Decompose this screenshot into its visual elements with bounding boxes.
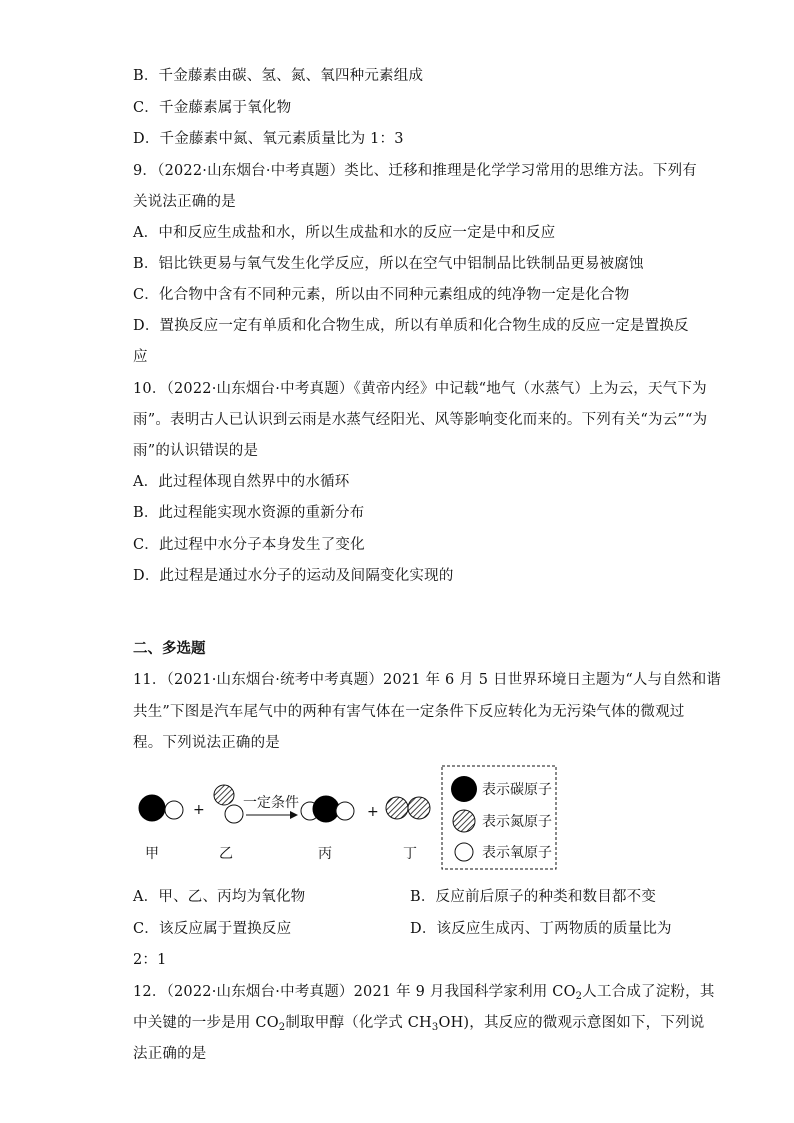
molecule-bing bbox=[301, 796, 354, 822]
q10-stem-line3: 雨”的认识错误的是 bbox=[133, 443, 259, 459]
nitrogen-atom bbox=[386, 797, 408, 819]
q11-option-b: B．反应前后原子的种类和数目都不变 bbox=[410, 889, 657, 905]
q12-stem-line1: 12．（2022·山东烟台·中考真题）2021 年 9 月我国科学家利用 $CO_2$人工合成了淀粉，其 bbox=[133, 984, 715, 1002]
q8-option-c: C．千金藤素属于氧化物 bbox=[133, 100, 292, 116]
q9-option-a: A．中和反应生成盐和水，所以生成盐和水的反应一定是中和反应 bbox=[133, 225, 556, 241]
label-ding: 丁 bbox=[403, 846, 417, 862]
molecule-jia bbox=[139, 795, 183, 821]
q8-option-d: D．千金藤素中氮、氧元素质量比为 1：3 bbox=[133, 131, 404, 147]
q11-stem-line1: 11．（2021·山东烟台·统考中考真题）2021 年 6 月 5 日世界环境日主题为“人与自然和谐 bbox=[133, 672, 722, 688]
q9-option-d-line2: 应 bbox=[133, 349, 148, 365]
q11-option-c: C．该反应属于置换反应 bbox=[133, 921, 292, 937]
molecule-yi bbox=[214, 785, 243, 823]
plus-sign: + bbox=[367, 804, 379, 820]
legend-oxygen-icon bbox=[455, 843, 473, 861]
q11-option-a: A．甲、乙、丙均为氧化物 bbox=[133, 889, 306, 905]
legend-carbon-icon bbox=[451, 776, 477, 802]
q10-option-a: A．此过程体现自然界中的水循环 bbox=[133, 474, 350, 490]
oxygen-atom bbox=[225, 805, 243, 823]
legend-nitrogen: 表示氮原子 bbox=[482, 814, 552, 830]
legend bbox=[442, 766, 556, 869]
q9-option-c: C．化合物中含有不同种元素，所以由不同种元素组成的纯净物一定是化合物 bbox=[133, 287, 630, 303]
q10-option-c: C．此过程中水分子本身发生了变化 bbox=[133, 537, 365, 553]
q11-stem-line3: 程。下列说法正确的是 bbox=[133, 735, 280, 751]
q11-stem-line2: 共生”下图是汽车尾气中的两种有害气体在一定条件下反应转化为无污染气体的微观过 bbox=[133, 704, 685, 720]
q8-option-b: B．千金藤素由碳、氢、氮、氧四种元素组成 bbox=[133, 68, 424, 84]
oxygen-atom bbox=[336, 802, 354, 820]
q11-option-d-cont: 2：1 bbox=[133, 952, 167, 968]
nitrogen-atom bbox=[408, 797, 430, 819]
q10-option-b: B．此过程能实现水资源的重新分布 bbox=[133, 505, 365, 521]
label-jia: 甲 bbox=[145, 846, 159, 862]
reaction-diagram bbox=[133, 763, 573, 873]
q9-stem-line2: 关说法正确的是 bbox=[133, 194, 236, 210]
q11-option-d: D．该反应生成丙、丁两物质的质量比为 bbox=[410, 921, 672, 937]
legend-nitrogen-icon bbox=[453, 810, 475, 832]
label-yi: 乙 bbox=[219, 846, 233, 862]
q12-stem-line3: 法正确的是 bbox=[133, 1046, 207, 1062]
section-title: 二、多选题 bbox=[133, 641, 206, 657]
legend-oxygen: 表示氧原子 bbox=[482, 845, 552, 861]
carbon-atom bbox=[313, 796, 339, 822]
condition-label: 一定条件 bbox=[243, 795, 299, 811]
q10-option-d: D．此过程是通过水分子的运动及间隔变化实现的 bbox=[133, 568, 454, 584]
q9-stem-line1: 9．（2022·山东烟台·中考真题）类比、迁移和推理是化学学习常用的思维方法。下列有 bbox=[133, 163, 697, 179]
carbon-atom bbox=[139, 795, 165, 821]
molecule-ding bbox=[386, 797, 430, 819]
label-bing: 丙 bbox=[318, 846, 332, 862]
legend-carbon: 表示碳原子 bbox=[482, 782, 552, 798]
q10-stem-line2: 雨”。表明古人已认识到云雨是水蒸气经阳光、风等影响变化而来的。下列有关“为云”“为 bbox=[133, 412, 708, 428]
q12-stem-line2: 中关键的一步是用 $CO_2$制取甲醇（化学式 $CH_3OH$)，其反应的微观示意图如下，下列说 bbox=[133, 1015, 705, 1033]
q9-option-b: B．铝比铁更易与氧气发生化学反应，所以在空气中铝制品比铁制品更易被腐蚀 bbox=[133, 256, 644, 272]
q10-stem-line1: 10．（2022·山东烟台·中考真题）《黄帝内经》中记载“地气（水蒸气）上为云，天气下为 bbox=[133, 381, 707, 397]
nitrogen-atom bbox=[214, 785, 234, 805]
plus-sign: + bbox=[193, 802, 205, 818]
oxygen-atom bbox=[165, 801, 183, 819]
q9-option-d-line1: D．置换反应一定有单质和化合物生成，所以有单质和化合物生成的反应一定是置换反 bbox=[133, 318, 689, 334]
